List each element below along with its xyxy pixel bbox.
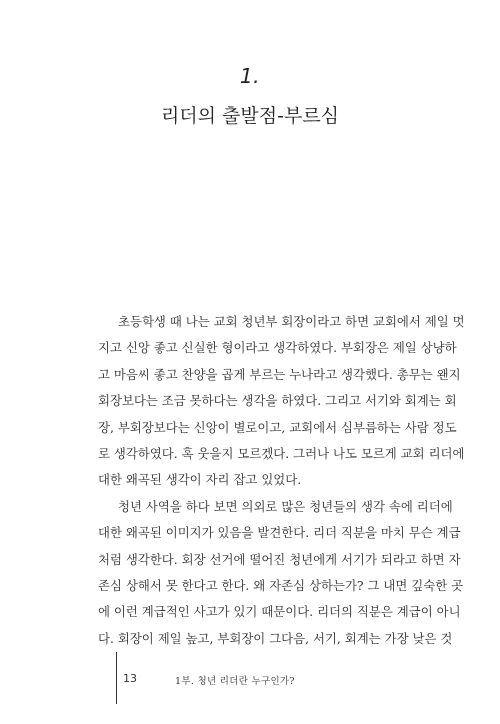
text-line: 로 생각하였다. 혹 웃을지 모르겠다. 그러나 나도 모르게 교회 리더에 — [98, 445, 465, 461]
chapter-number: 1. — [239, 64, 261, 88]
text-line: 대한 왜곡된 이미지가 있음을 발견한다. 리더 직분을 마치 무슨 계급 — [98, 525, 461, 541]
text-line: 에 이런 계급적인 사고가 있기 때문이다. 리더의 직분은 계급이 아니 — [98, 604, 461, 620]
text-line: 처럼 생각한다. 회장 선거에 떨어진 청년에게 서기가 되라고 하면 자 — [98, 551, 461, 567]
text-line: 지고 신앙 좋고 신실한 형이라고 생각하였다. 부회장은 제일 상냥하 — [98, 340, 457, 356]
text-line: 청년 사역을 하다 보면 의외로 많은 청년들의 생각 속에 리더에 — [118, 498, 453, 514]
text-line: 회장보다는 조금 못하다는 생각을 하였다. 그리고 서기와 회계는 회 — [98, 393, 457, 409]
text-line: 대한 왜곡된 생각이 자리 잡고 있었다. — [98, 472, 302, 488]
text-line: 초등학생 때 나는 교회 청년부 회장이라고 하면 교회에서 제일 멋 — [118, 314, 465, 329]
page-number: 13 — [123, 672, 137, 685]
running-header: 1부. 청년 리더란 누구인가? — [175, 676, 295, 687]
text-line: 다. 회장이 제일 높고, 부회장이 그다음, 서기, 회계는 가장 낮은 것 — [98, 630, 453, 646]
paragraph — [98, 309, 465, 494]
chapter-title: 리더의 출발점-부르심 — [160, 105, 340, 127]
body-text — [98, 309, 465, 652]
footer-divider — [116, 652, 117, 704]
text-line: 존심 상해서 못 한다고 한다. 왜 자존심 상하는가? 그 내면 깊숙한 곳 — [98, 577, 464, 593]
text-line: 고 마음씨 좋고 찬양을 곱게 부르는 누나라고 생각했다. 총무는 왠지 — [98, 366, 461, 382]
text-line: 장, 부회장보다는 신앙이 별로이고, 교회에서 심부름하는 사람 정도 — [98, 419, 457, 435]
paragraph — [98, 494, 464, 652]
